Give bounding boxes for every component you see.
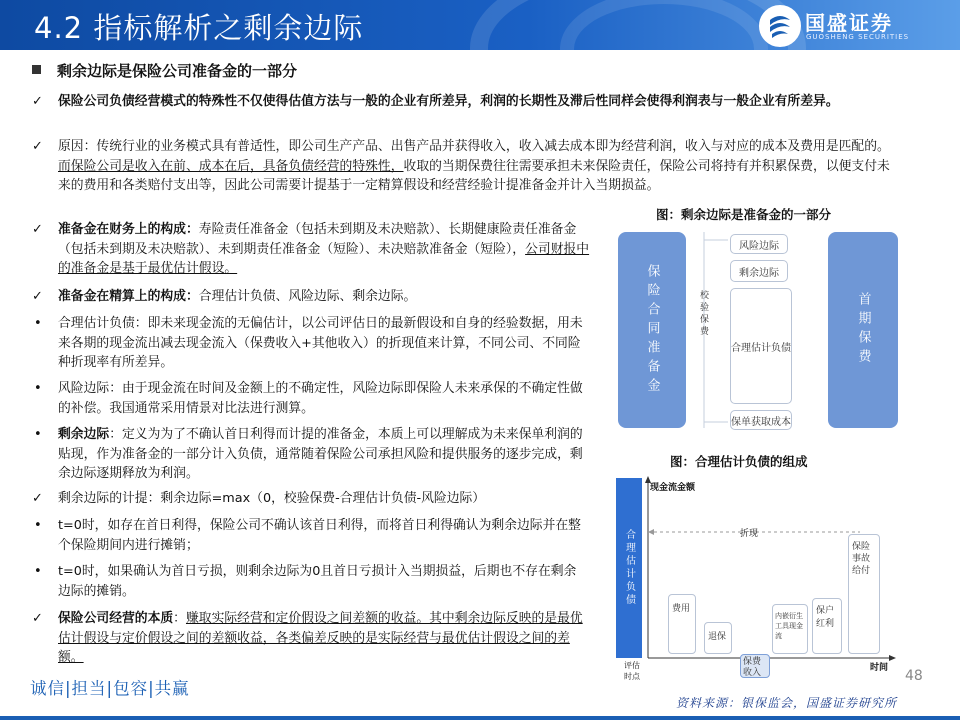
paragraph-4: [32, 287, 598, 307]
check-icon: ✓: [32, 139, 43, 154]
expense-box: [668, 594, 696, 654]
section-title-text: 剩余边际是保险公司准备金的一部分: [57, 62, 298, 80]
check-icon: ✓: [32, 94, 43, 109]
logo-text-cn: 国盛证券: [805, 11, 893, 35]
dot-bullet-icon: •: [34, 427, 42, 442]
expense-text: 费用: [672, 604, 691, 614]
cash-flow-axis-label: 现金流金额: [650, 483, 696, 493]
policyholder-dividend-box: [812, 598, 842, 654]
p6-text: 风险边际：由于现金流在时间及金额上的不确定性，风险边际即保险人未来承保的不确定性做的补偿。我国通常采用情景对比法进行测算。: [58, 381, 583, 416]
first-premium-block: [828, 232, 898, 428]
dot-bullet-icon: •: [34, 518, 42, 533]
p11-label: 保险公司经营的本质: [58, 611, 174, 626]
paragraph-1: [32, 92, 898, 112]
p2c-text: 收取的当期保费往往需要承担未来保险责任，保险公司将持有并积累保费，以便支付未来的费用和各类赔付支出等，因此公司需要计提基于一定精算假设和经营经验计提准备金并计入当期损益。: [58, 158, 890, 193]
p4a-text: 合理估计负债、风险边际、剩余边际。: [198, 289, 417, 304]
check-icon: ✓: [32, 491, 43, 506]
logo-icon: [759, 5, 801, 47]
best-estimate-text: 合理估计负债: [731, 342, 791, 354]
paragraph-10: [34, 562, 588, 601]
check-icon: ✓: [32, 611, 43, 626]
p3b-text: 公司财报中的准备金是基于最优估计假设。: [58, 241, 590, 276]
footer-line: [0, 716, 960, 720]
square-bullet-icon: [32, 65, 41, 74]
paragraph-11: [32, 609, 588, 668]
acquisition-cost-box: [730, 410, 792, 430]
premium-income-box: [740, 654, 770, 678]
page-number: 48: [905, 668, 923, 684]
dot-bullet-icon: •: [34, 564, 42, 579]
paragraph-6: [34, 379, 588, 418]
residual-margin-text: 剩余边际: [739, 267, 779, 279]
section-title: [32, 60, 297, 81]
page-title: 4.2 指标解析之剩余边际: [34, 11, 364, 45]
best-estimate-box: [730, 288, 792, 404]
surrender-text: 退保: [708, 632, 727, 642]
p8-text: 剩余边际的计提：剩余边际=max（0，校验保费-合理估计负债-风险边际）: [58, 491, 486, 506]
p3-label: 准备金在财务上的构成：: [58, 222, 199, 237]
embedded-derivative-box: [772, 604, 808, 654]
claims-text: 保险事故给付: [852, 542, 871, 576]
p10-text: t=0时，如果确认为首日亏损，则剩余边际为0且首日亏损计入当期损益，后期也不存在剩余边际的摊销。: [58, 564, 577, 599]
discount-label: 折现: [740, 529, 759, 539]
p2a-text: 原因：传统行业的业务模式具有普适性，即公司生产产品、出售产品并获得收入，收入减去成本即为经营利润，收入与对应的成本及费用是匹配的。: [58, 139, 890, 154]
p1-text: 保险公司负债经营模式的特殊性不仅使得估值方法与一般的企业有所差异，利润的长期性及滞后性同样会使得利润表与一般企业有所差异。: [58, 94, 839, 109]
first-premium-label: 首期保费: [855, 292, 871, 368]
paragraph-9: [34, 516, 588, 555]
p11b-text: 赚取实际经营和定价假设之间差额的收益。其中剩余边际反映的是最优估计假设与定价假设之间的差额收益，各类偏差反映的是实际经营与最优估计假设之间的差额。: [58, 611, 583, 665]
p9-text: t=0时，如存在首日利得，保险公司不确认该首日利得，而将首日利得确认为剩余边际并在整个保险期间内进行摊销；: [58, 518, 581, 553]
paragraph-8: [32, 489, 598, 509]
header-bar: [0, 0, 960, 50]
company-logo: [759, 5, 944, 45]
reserve-block: [618, 232, 686, 428]
figure1-caption: 图：剩余边际是准备金的一部分: [656, 207, 832, 222]
p2b-text: 而保险公司是收入在前、成本在后，具备负债经营的特殊性，: [58, 158, 404, 174]
check-premium-label: [697, 290, 713, 360]
risk-margin-box: [730, 234, 788, 254]
p7a-text: ：定义为为了不确认首日利得而计提的准备金，本质上可以理解成为未来保单利润的贴现，作为准备金的一部分计入负债，通常随着保险公司承担风险和提供服务的逐步完成，剩余边际逐期释放为利润。: [58, 427, 583, 481]
logo-text-en: GUOSHENG SECURITIES: [806, 33, 910, 41]
check-premium-text: 校验保费: [698, 290, 708, 338]
check-icon: ✓: [32, 289, 43, 304]
time-axis-label: 时间: [870, 663, 889, 673]
paragraph-3: [32, 220, 598, 279]
p5-text: 合理估计负债：即未来现金流的无偏估计，以公司评估日的最新假设和自身的经验数据，用未来各期的现金流出减去现金流入（保费收入+其他收入）的折现值来计算，不同公司、不同险种折现率有所差异。: [58, 316, 583, 370]
header-decoration-inner: [560, 0, 768, 50]
policyholder-dividend-text: 保户红利: [816, 606, 835, 629]
figure2-caption: 图：合理估计负债的组成: [670, 454, 808, 469]
claims-box: [848, 534, 880, 654]
dot-bullet-icon: •: [34, 316, 42, 331]
source-note: 资料来源：银保监会，国盛证券研究所: [676, 696, 898, 710]
check-icon: ✓: [32, 222, 43, 237]
p4-label: 准备金在精算上的构成：: [58, 289, 199, 304]
paragraph-5: [34, 314, 588, 373]
p11a-text: ：: [173, 611, 186, 626]
paragraph-2: [32, 137, 898, 196]
p7-label: 剩余边际: [58, 427, 110, 442]
footer-slogan: 诚信|担当|包容|共赢: [30, 679, 190, 698]
best-estimate-bar: [616, 478, 642, 658]
p3a-text: 寿险责任准备金（包括未到期及未决赔款）、长期健康险责任准备金（包括未到期及未决赔款）、未到期责任准备金（短险）、未决赔款准备金（短险），: [58, 222, 577, 257]
dot-bullet-icon: •: [34, 381, 42, 396]
residual-margin-box: [730, 260, 788, 282]
surrender-box: [704, 622, 732, 654]
acquisition-cost-text: 保单获取成本: [731, 416, 791, 428]
paragraph-7: [34, 425, 588, 484]
premium-income-text: 保费收入: [743, 657, 762, 678]
best-estimate-bar-text: 合理估计负债: [623, 529, 635, 607]
embedded-derivative-text: 内嵌衍生工具现金流: [775, 612, 803, 640]
risk-margin-text: 风险边际: [739, 240, 779, 252]
reserve-block-label: 保险合同准备金: [644, 263, 660, 397]
valuation-point-label: 评估时点: [624, 661, 640, 681]
